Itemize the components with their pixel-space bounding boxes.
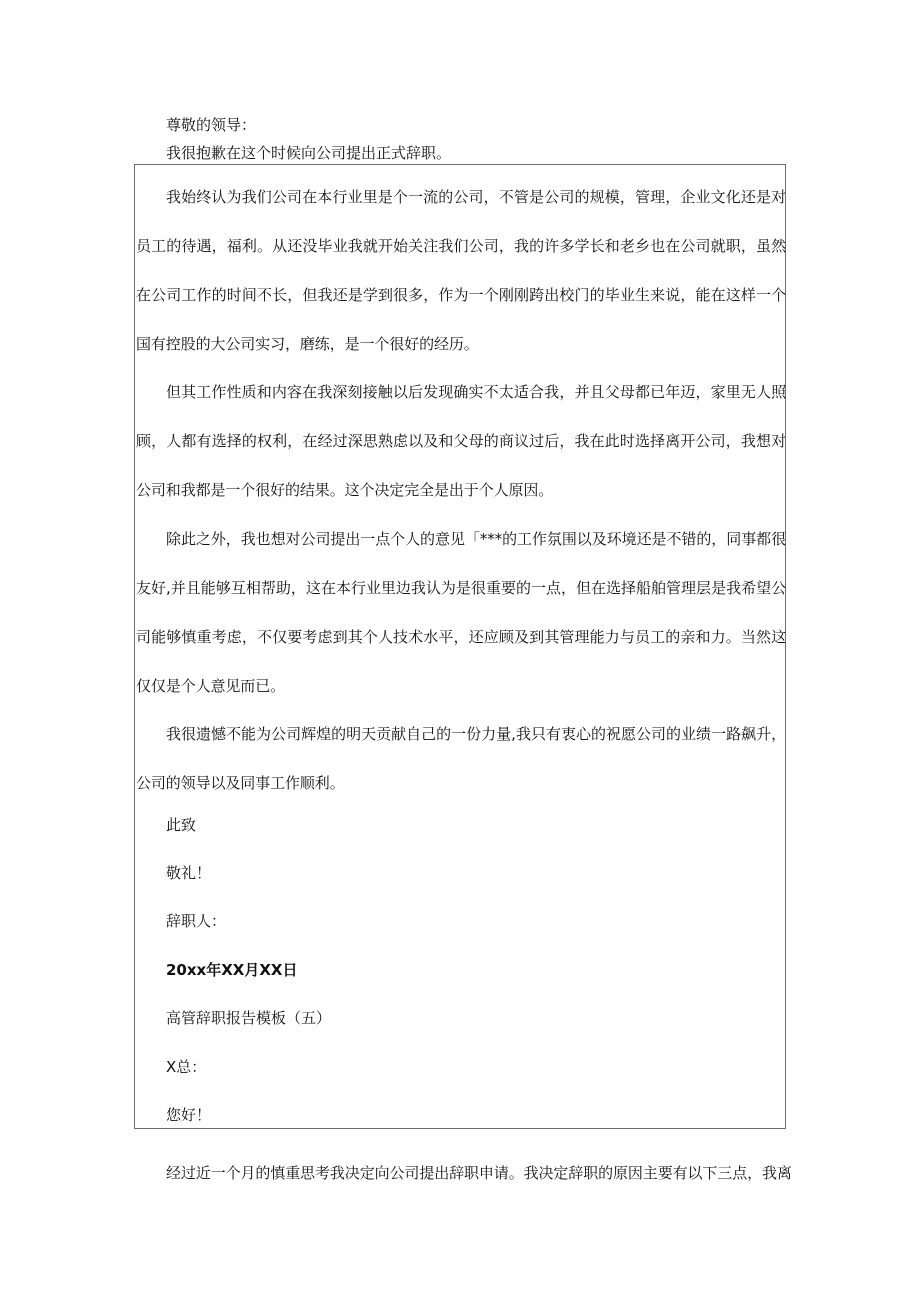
body-paragraph-4: 我很遗憾不能为公司辉煌的明天贡献自己的一份力量,我只有衷心的祝愿公司的业绩一路飙升，公司的领导以及同事工作顺利。 (136, 725, 786, 792)
next-letter-first-line: 经过近一个月的慎重思考我决定向公司提出辞职申请。我决定辞职的原因主要有以下三点，我离 (166, 1164, 792, 1182)
body-paragraph-3: 除此之外，我也想对公司提出一点个人的意见「***的工作氛围以及环境还是不错的，同事都很友好,并且能够互相帮助，这在本行业里边我认为是很重要的一点，但在选择船舶管理层是我希望公司能够慎重考虑，不仅要考虑到其个人技术水平，还应顾及到其管理能力与员工的亲和力。当然这仅仅是个人意见而已。 (136, 530, 786, 695)
body-paragraph-1: 我始终认为我们公司在本行业里是个一流的公司，不管是公司的规模，管理，企业文化还是对员工的待遇，福利。从还没毕业我就开始关注我们公司，我的许多学长和老乡也在公司就职，虽然在公司工作的时间不长，但我还是学到很多，作为一个刚刚跨出校门的毕业生来说，能在这样一个国有控股的大公司实习，磨练，是一个很好的经历。 (136, 188, 786, 353)
salutation: 尊敬的领导： (166, 116, 257, 134)
signer-label: 辞职人： (166, 912, 227, 930)
body-paragraph-2: 但其工作性质和内容在我深刻接触以后发现确实不太适合我，并且父母都已年迈，家里无人照顾，人都有选择的权利，在经过深思熟虑以及和父母的商议过后，我在此时选择离开公司，我想对公司和我都是一个很好的结果。这个决定完全是出于个人原因。 (136, 383, 786, 499)
closing-line-2: 敬礼！ (166, 864, 212, 882)
intro-sentence: 我很抱歉在这个时候向公司提出正式辞职。 (166, 144, 452, 162)
section-title: 高管辞职报告模板（五） (166, 1009, 332, 1027)
letter-date: 20xx年XX月XX日 (166, 961, 298, 979)
greeting: 您好！ (166, 1106, 212, 1124)
closing-line-1: 此致 (166, 816, 197, 834)
addressee: X总： (166, 1058, 207, 1076)
